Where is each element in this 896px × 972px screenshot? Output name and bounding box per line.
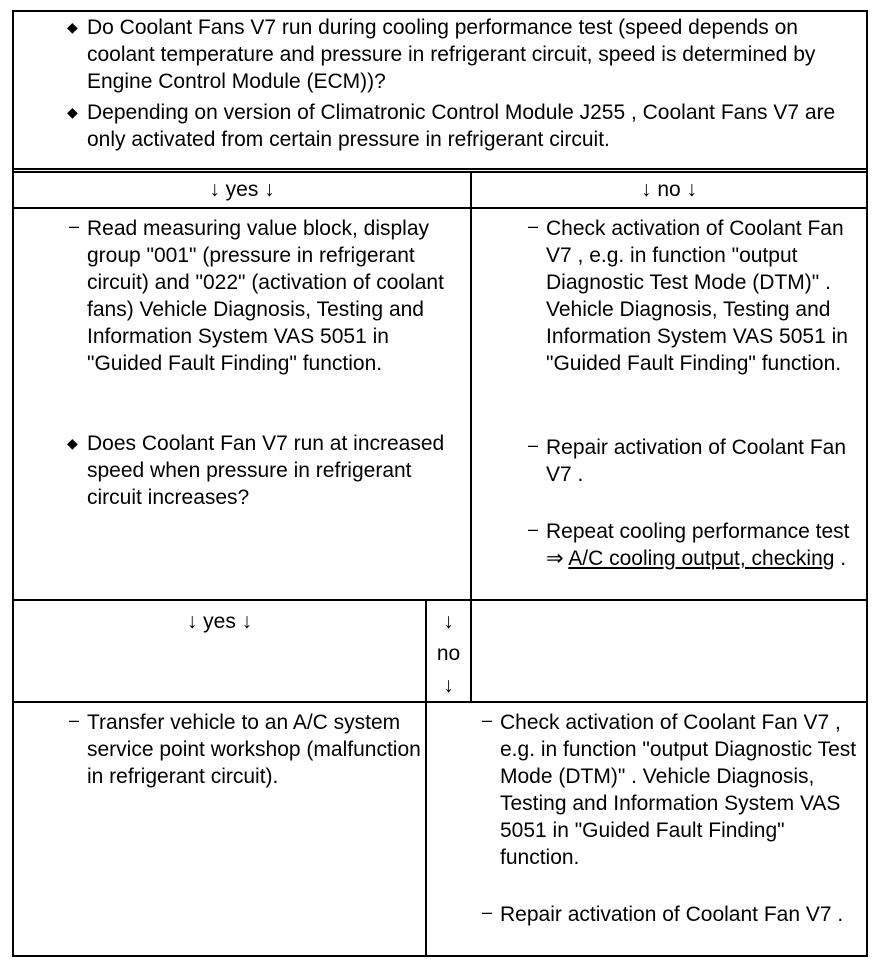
step-read-measuring-value-block: – Read measuring value block, display group "001" (pressure in refrigerant circuit) and "022" (activation of coolant fans) Vehicle Diagnosis, Testing and Information System VAS 5051 in "Guided Fault Finding" function. <box>87 215 459 377</box>
step-repair-activation-2: – Repair activation of Coolant Fan V7 . <box>500 901 860 928</box>
branch-no-label: ↓ no ↓ <box>640 178 698 201</box>
ac-cooling-output-link[interactable]: A/C cooling output, checking <box>568 547 835 570</box>
dash-bullet-icon: – <box>528 435 539 455</box>
row-divider-3 <box>12 207 868 209</box>
dash-bullet-icon: – <box>69 710 80 730</box>
branch2-no-label: no <box>436 642 461 665</box>
dash-bullet-icon: – <box>482 902 493 922</box>
row-divider-5 <box>12 701 868 703</box>
row-divider-2 <box>12 171 868 173</box>
step-check-activation-2: – Check activation of Coolant Fan V7 , e.g. in function "output Diagnostic Test Mode (DTM)" . Vehicle Diagnosis, Testing and Information System VAS 5051 in "Guided Fault Finding" function. <box>500 709 860 871</box>
row-divider-1 <box>12 168 868 170</box>
branch2-no-arrow-bottom: ↓ <box>443 674 454 697</box>
branch2-yes-label: ↓ yes ↓ <box>186 610 253 633</box>
step-repeat-cooling-test: – Repeat cooling performance test ⇒ A/C cooling output, checking . <box>546 518 864 572</box>
branch-yes-label: ↓ yes ↓ <box>209 178 275 201</box>
row-divider-4 <box>12 599 868 601</box>
dash-bullet-icon: – <box>482 710 493 730</box>
question-fan-increased-speed: ◆ Does Coolant Fan V7 run at increased speed when pressure in refrigerant circuit increases? <box>67 432 445 509</box>
branch2-no-arrow-top: ↓ <box>443 610 454 633</box>
dash-bullet-icon: – <box>528 216 539 236</box>
col-divider-main <box>470 171 472 702</box>
step-repair-activation: – Repair activation of Coolant Fan V7 . <box>546 434 864 488</box>
step-check-activation: – Check activation of Coolant Fan V7 , e.g. in function "output Diagnostic Test Mode (DTM)" . Vehicle Diagnosis, Testing and Information System VAS 5051 in "Guided Fault Finding" function. <box>546 215 864 377</box>
diamond-bullet-icon: ◆ <box>67 435 78 451</box>
step-transfer-vehicle: – Transfer vehicle to an A/C system service point workshop (malfunction in refrigerant circuit). <box>87 709 421 790</box>
diamond-bullet-icon: ◆ <box>67 19 78 35</box>
dash-bullet-icon: – <box>69 216 80 236</box>
question-coolant-fans-run: ◆ Do Coolant Fans V7 run during cooling performance test (speed depends on coolant temperature and pressure in refrigerant circuit, speed is determined by Engine Control Module (ECM))? <box>67 16 816 93</box>
diamond-bullet-icon: ◆ <box>67 104 78 120</box>
dash-bullet-icon: – <box>528 519 539 539</box>
note-climatronic-version: ◆ Depending on version of Climatronic Control Module J255 , Coolant Fans V7 are only activated from certain pressure in refrigerant circuit. <box>67 101 836 151</box>
